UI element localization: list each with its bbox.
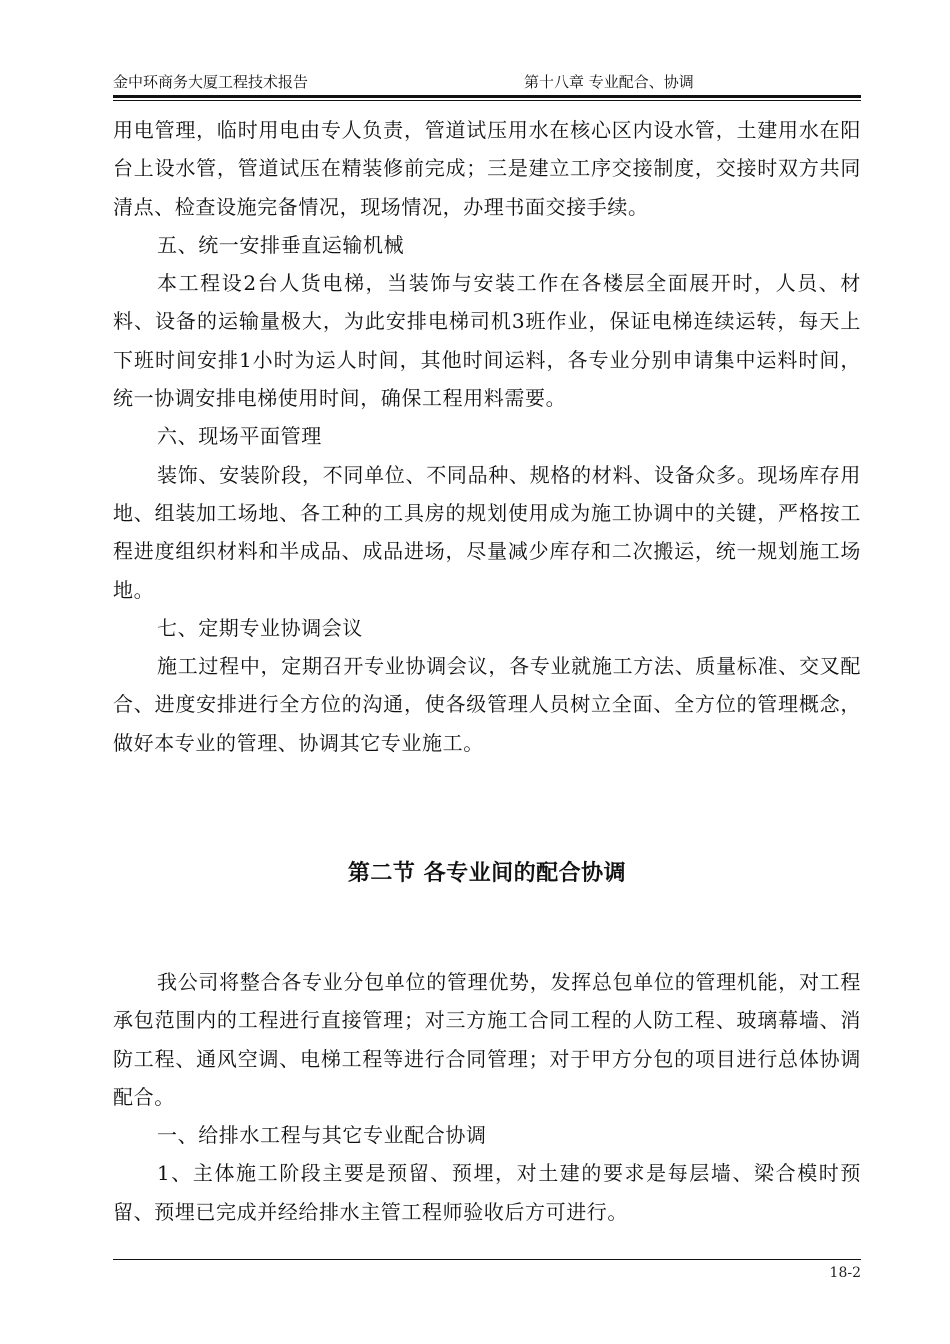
chapter-title: 第十八章 专业配合、协调 bbox=[524, 73, 694, 91]
section-content bbox=[113, 963, 861, 1231]
document-title: 金中环商务大厦工程技术报告 bbox=[113, 73, 309, 91]
paragraph-site-plan: 装饰、安装阶段，不同单位、不同品种、规格的材料、设备众多。现场库存用地、组装加工场地、各工种的工具房的规划使用成为施工协调中的关键，严格按工程进度组织材料和半成品、成品进场，尽量减少库存和二次搬运，统一规划施工场地。 bbox=[113, 462, 861, 602]
paragraph-elevator: 本工程设2台人货电梯，当装饰与安装工作在各楼层全面展开时，人员、材料、设备的运输量极大，为此安排电梯司机3班作业，保证电梯连续运转，每天上下班时间安排1小时为运人时间，其他时间运料，各专业分别申请集中运料时间，统一协调安排电梯使用时间，确保工程用料需要。 bbox=[113, 271, 861, 411]
footer-rule bbox=[113, 1259, 861, 1260]
heading-vertical-transport: 五、统一安排垂直运输机械 bbox=[157, 232, 405, 257]
paragraph-continuation: 用电管理，临时用电由专人负责，管道试压用水在核心区内设水管，土建用水在阳台上设水管，管道试压在精装修前完成；三是建立工序交接制度，交接时双方共同清点、检查设施完备情况，现场情况，办理书面交接手续。 bbox=[113, 118, 861, 219]
paragraph-section-intro: 我公司将整合各专业分包单位的管理优势，发挥总包单位的管理机能，对工程承包范围内的工程进行直接管理；对三方施工合同工程的人防工程、玻璃幕墙、消防工程、通风空调、电梯工程等进行合同管理；对于甲方分包的项目进行总体协调配合。 bbox=[113, 970, 861, 1109]
page-number: 18-2 bbox=[829, 1265, 861, 1281]
heading-coordination-meeting: 七、定期专业协调会议 bbox=[157, 615, 363, 640]
header-rule-thick bbox=[113, 95, 861, 98]
body-content bbox=[113, 111, 861, 762]
heading-site-plan: 六、现场平面管理 bbox=[157, 424, 322, 449]
heading-plumbing: 一、给排水工程与其它专业配合协调 bbox=[157, 1123, 487, 1148]
header-rule-thin bbox=[113, 100, 861, 101]
paragraph-plumbing-item-1: 1、主体施工阶段主要是预留、预埋，对土建的要求是每层墙、梁合模时预留、预埋已完成并经给排水主管工程师验收后方可进行。 bbox=[113, 1161, 861, 1224]
paragraph-coordination-meeting: 施工过程中，定期召开专业协调会议，各专业就施工方法、质量标准、交叉配合、进度安排进行全方位的沟通，使各级管理人员树立全面、全方位的管理概念，做好本专业的管理、协调其它专业施工。 bbox=[113, 654, 861, 755]
page-header bbox=[113, 72, 859, 92]
section-title: 第二节 各专业间的配合协调 bbox=[347, 861, 627, 886]
